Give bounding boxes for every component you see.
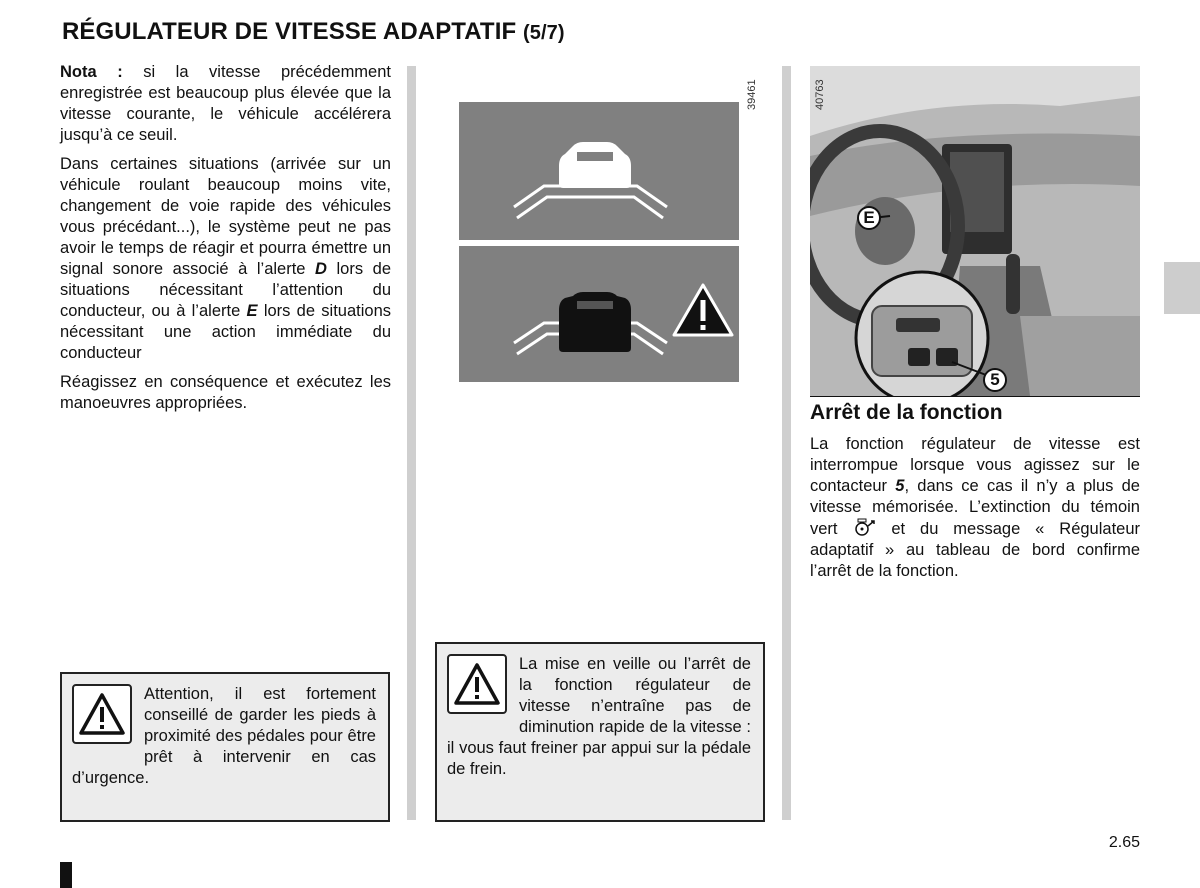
react-paragraph: Réagissez en conséquence et exécutez les manoeuvres appropriées. [60, 373, 391, 412]
corner-mark [60, 862, 72, 888]
warning-box-braking [435, 642, 765, 822]
alert-d-label: D [315, 260, 327, 278]
callout-e: E [857, 206, 881, 230]
page-title [62, 18, 565, 46]
warning-triangle-icon [72, 684, 132, 744]
nota-text: si la vitesse précédemment enregistrée est beaucoup plus élevée que la vitesse courante, le véhicule accélérera jusqu’à ce seuil. [60, 63, 391, 144]
stop-text-2: , dans ce cas il n’y a plus de vitesse mémorisée. L’extinction du témoin vert [810, 477, 1140, 538]
column-separator-right [782, 66, 791, 820]
column-right-text [810, 434, 1140, 590]
page-title-suffix: (5/7) [523, 22, 565, 44]
situations-text-1: Dans certaines situations (arrivée sur un véhicule roulant beaucoup moins vite, changement de voie rapide des véhicules vous précédant...), le système peut ne pas avoir le temps de réagir et pourra émettre un signal sonore associé à l’alerte [60, 155, 391, 278]
column-left-text [60, 62, 391, 422]
chapter-tab [1164, 262, 1200, 314]
stop-text-1: La fonction régulateur de vitesse est interrompue lorsque vous agissez sur le contacteur [810, 435, 1140, 495]
nota-label: Nota : [60, 63, 123, 81]
section-heading-stop: Arrêt de la fonction [810, 401, 1003, 424]
situations-text-2: lors de situations nécessitant l’attention du conducteur, ou à l’alerte [60, 260, 392, 320]
warning-box-pedals [60, 672, 390, 822]
figure-number-40763: 40763 [814, 79, 826, 110]
stop-function-paragraph [810, 434, 1140, 582]
column-separator-left [407, 66, 416, 820]
photo-bottom-rule [810, 396, 1140, 397]
contactor-label: 5 [895, 477, 905, 495]
situations-paragraph [60, 154, 391, 364]
page-title-text: RÉGULATEUR DE VITESSE ADAPTATIF [62, 18, 517, 45]
figure-number-39461: 39461 [746, 79, 758, 110]
warning-braking-text: La mise en veille ou l’arrêt de la fonction régulateur de vitesse n’entraîne pas de diminution rapide de la vitesse : il vous faut freiner par appui sur la pédale de frein. [447, 655, 751, 778]
warning-triangle-icon [447, 654, 507, 714]
callout-5: 5 [983, 368, 1007, 392]
dashboard-photo [810, 66, 1140, 396]
dashboard-illustration [810, 66, 1140, 396]
stop-text-3: et du message « Régulateur adaptatif » au tableau de bord confirme l’arrêt de la fonction. [810, 520, 1140, 580]
alert-d-panel [459, 102, 739, 240]
nota-paragraph [60, 62, 391, 146]
warning-pedals-text: Attention, il est fortement conseillé de garder les pieds à proximité des pédales pour être prêt à intervenir en cas d’urgence. [72, 685, 376, 787]
green-cruise-indicator-icon [852, 518, 876, 534]
page-number: 2.65 [1108, 834, 1140, 851]
situations-text-3: lors de situations nécessitant une action immédiate du conducteur [60, 302, 391, 362]
alert-e-panel [459, 246, 739, 382]
danger-triangle-icon [671, 282, 735, 338]
car-ahead-white-icon [459, 102, 739, 240]
alert-e-label: E [246, 302, 258, 320]
